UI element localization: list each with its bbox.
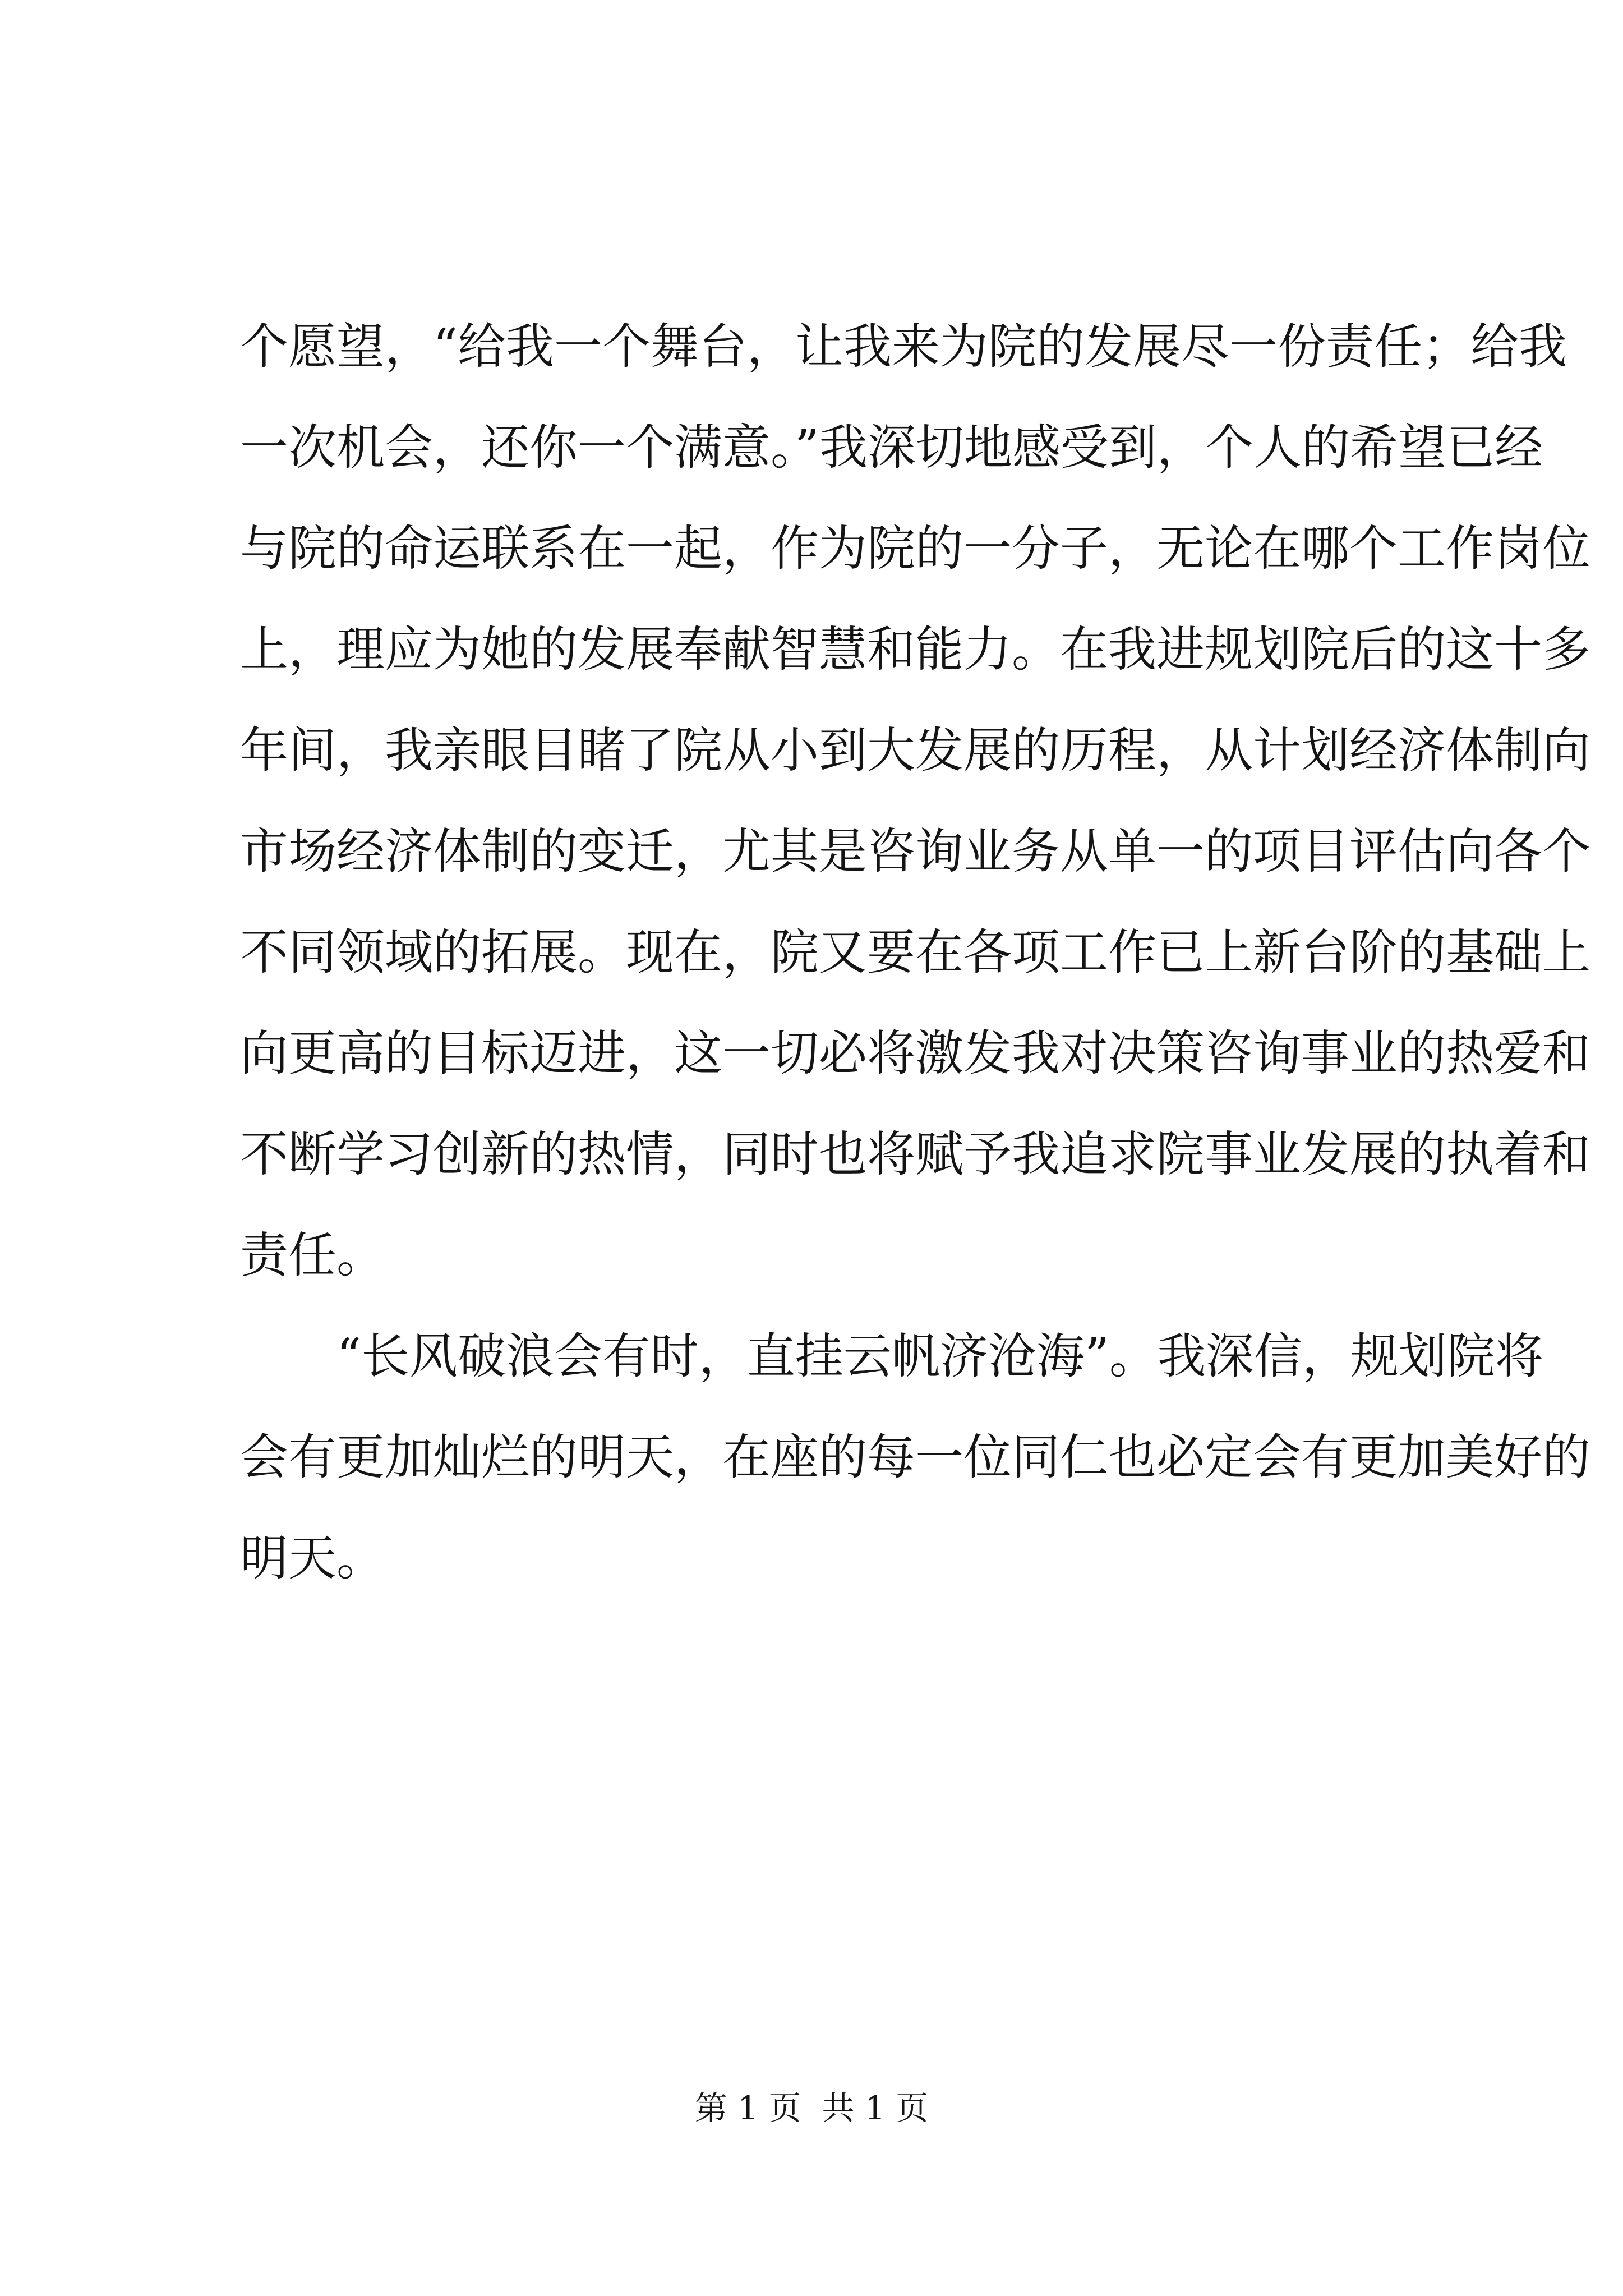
text-line: 会有更加灿烂的明天，在座的每一位同仁也必定会有更加美好的 [240, 1429, 1590, 1485]
text-line: 不同领域的拓展。现在，院又要在各项工作已上新台阶的基础上 [240, 924, 1590, 981]
footer-page-number: 1 [737, 2089, 759, 2127]
text-line: 年间，我亲眼目睹了院从小到大发展的历程，从计划经济体制向 [240, 723, 1590, 779]
page-footer [0, 2086, 1623, 2131]
text-line: “长风破浪会有时，直挂云帆济沧海”。我深信，规划院将 [336, 1328, 1543, 1384]
footer-total-prefix: 共 [822, 2089, 855, 2127]
footer-total-unit: 页 [896, 2089, 929, 2127]
text-line: 一次机会，还你一个满意。”我深切地感受到，个人的希望已经 [240, 420, 1543, 476]
text-line: 向更高的目标迈进，这一切必将激发我对决策咨询事业的热爱和 [240, 1025, 1590, 1082]
text-line: 上，理应为她的发展奉献智慧和能力。在我进规划院后的这十多 [240, 622, 1590, 678]
footer-page-unit: 页 [768, 2089, 801, 2127]
footer-page-prefix: 第 [694, 2089, 727, 2127]
paragraph-2 [240, 1306, 1590, 1609]
text-line: 与院的命运联系在一起，作为院的一分子，无论在哪个工作岗位 [240, 521, 1590, 577]
document-body [240, 296, 1590, 1609]
paragraph-1 [240, 296, 1590, 1306]
footer-total-number: 1 [864, 2089, 886, 2127]
text-line: 市场经济体制的变迁，尤其是咨询业务从单一的项目评估向各个 [240, 823, 1590, 880]
text-line: 明天。 [240, 1530, 385, 1586]
text-line: 责任。 [240, 1227, 385, 1283]
text-line: 个愿望，“给我一个舞台，让我来为院的发展尽一份责任；给我 [240, 319, 1567, 375]
text-line: 不断学习创新的热情，同时也将赋予我追求院事业发展的执着和 [240, 1126, 1590, 1182]
